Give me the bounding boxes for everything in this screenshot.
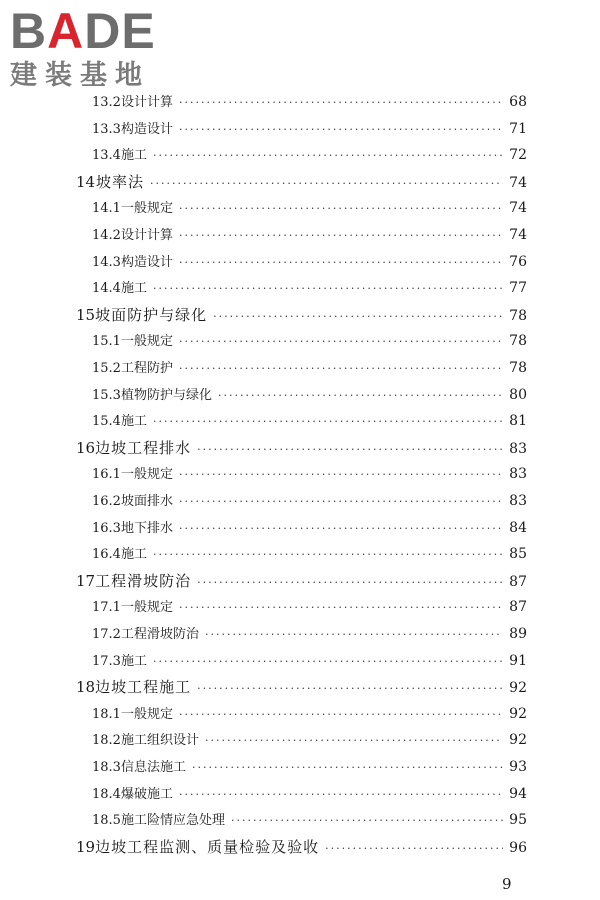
toc-section-row bbox=[92, 91, 527, 110]
toc-entry-number: 19 bbox=[76, 837, 96, 856]
toc-entry-page: 77 bbox=[509, 280, 527, 297]
toc-entry-number: 17 bbox=[76, 571, 96, 590]
toc-entry-page: 81 bbox=[509, 413, 527, 430]
toc-entry-number: 16 bbox=[76, 438, 96, 457]
toc-entry-number: 15.1 bbox=[92, 334, 121, 350]
toc-leader-dots bbox=[197, 576, 503, 589]
toc-leader-dots bbox=[325, 842, 503, 855]
toc-section-row bbox=[92, 623, 527, 642]
toc-section-row bbox=[92, 251, 527, 270]
toc-chapter-row bbox=[76, 570, 527, 591]
toc-entry-page: 83 bbox=[509, 493, 527, 509]
toc-entry-title: 构造设计 bbox=[120, 121, 173, 137]
toc-entry-title: 一般规定 bbox=[120, 706, 173, 722]
toc-entry-number: 15 bbox=[76, 305, 96, 324]
toc-section-row bbox=[92, 197, 527, 216]
toc-entry-number: 14.3 bbox=[92, 254, 121, 270]
toc-entry-title: 一般规定 bbox=[120, 201, 173, 217]
toc-entry-number: 14 bbox=[76, 172, 96, 191]
toc-leader-dots bbox=[179, 335, 503, 348]
toc-entry-page: 72 bbox=[509, 147, 527, 164]
toc-leader-dots bbox=[205, 734, 503, 747]
toc-entry-title: 施工 bbox=[120, 547, 147, 563]
toc-entry-number: 17.3 bbox=[92, 653, 121, 669]
toc-leader-dots bbox=[150, 177, 503, 190]
toc-leader-dots bbox=[192, 761, 503, 774]
toc-leader-dots bbox=[153, 655, 503, 668]
toc-entry-page: 74 bbox=[509, 227, 527, 243]
toc-entry-title: 施工险情应急处理 bbox=[120, 813, 225, 829]
toc-entry-number: 15.3 bbox=[92, 387, 121, 403]
toc-entry-title: 施工 bbox=[120, 653, 147, 669]
toc-entry-title: 地下排水 bbox=[120, 520, 173, 536]
toc-entry-page: 74 bbox=[509, 200, 527, 217]
toc-entry-title: 施工 bbox=[120, 414, 147, 430]
toc-entry-page: 84 bbox=[509, 519, 527, 536]
toc-section-row bbox=[92, 277, 527, 296]
toc-entry-number: 15.2 bbox=[92, 361, 121, 376]
toc-section-row bbox=[92, 463, 527, 482]
toc-chapter-row bbox=[76, 676, 527, 697]
toc-entry-title: 植物防护与绿化 bbox=[120, 387, 212, 403]
page-number: 9 bbox=[502, 875, 512, 893]
toc-entry-page: 92 bbox=[509, 705, 527, 722]
toc-section-row bbox=[92, 384, 527, 403]
toc-leader-dots bbox=[231, 814, 503, 827]
toc-leader-dots bbox=[179, 96, 503, 109]
toc-leader-dots bbox=[179, 202, 503, 215]
toc-leader-dots bbox=[179, 468, 503, 481]
toc-leader-dots bbox=[179, 123, 503, 136]
toc-entry-number: 14.2 bbox=[92, 228, 121, 243]
toc-entry-page: 68 bbox=[509, 94, 527, 110]
logo-letter-b: B bbox=[10, 3, 48, 59]
toc-section-row bbox=[92, 596, 527, 615]
toc-leader-dots bbox=[179, 256, 503, 269]
toc-entry-number: 13.3 bbox=[92, 121, 121, 137]
toc-entry-page: 80 bbox=[509, 386, 527, 403]
toc-entry-number: 17.2 bbox=[92, 627, 121, 642]
toc-entry-number: 18.1 bbox=[92, 706, 121, 722]
toc-entry-number: 16.4 bbox=[92, 547, 121, 563]
toc-section-row bbox=[92, 144, 527, 163]
toc-entry-page: 92 bbox=[509, 732, 527, 749]
toc-section-row bbox=[92, 357, 527, 376]
toc-entry-page: 92 bbox=[509, 680, 527, 697]
toc-entry-page: 96 bbox=[509, 839, 527, 856]
toc-entry-number: 14.4 bbox=[92, 281, 121, 297]
toc-entry-page: 74 bbox=[509, 174, 527, 191]
toc-leader-dots bbox=[179, 522, 503, 535]
logo-letters-de: DE bbox=[84, 3, 156, 59]
toc-section-row bbox=[92, 729, 527, 748]
toc-section-row bbox=[92, 490, 527, 509]
toc-leader-dots bbox=[179, 229, 503, 242]
logo-wordmark bbox=[10, 3, 190, 59]
toc-section-row bbox=[92, 809, 527, 828]
toc-entry-page: 78 bbox=[509, 307, 527, 324]
toc-entry-title: 一般规定 bbox=[120, 467, 173, 483]
toc-entry-number: 15.4 bbox=[92, 414, 121, 430]
toc-entry-page: 93 bbox=[509, 759, 527, 775]
toc-entry-title: 设计计算 bbox=[120, 95, 173, 110]
toc-section-row bbox=[92, 330, 527, 349]
toc-section-row bbox=[92, 756, 527, 775]
toc-section-row bbox=[92, 410, 527, 429]
toc-entry-title: 工程防护 bbox=[120, 361, 173, 376]
toc-entry-number: 18 bbox=[76, 678, 96, 697]
logo-subtitle: 建装基地 bbox=[10, 60, 150, 91]
toc-entry-title: 边坡工程监测、质量检验及验收 bbox=[95, 837, 320, 856]
toc-entry-title: 工程滑坡防治 bbox=[120, 627, 199, 642]
toc-entry-number: 16.3 bbox=[92, 520, 121, 536]
toc-entry-title: 施工 bbox=[120, 281, 147, 297]
toc-entry-page: 76 bbox=[509, 253, 527, 270]
toc-entry-number: 18.4 bbox=[92, 786, 121, 802]
toc-entry-page: 87 bbox=[509, 599, 527, 616]
toc-leader-dots bbox=[153, 415, 503, 428]
toc-section-row bbox=[92, 783, 527, 802]
toc-entry-number: 18.5 bbox=[92, 813, 121, 829]
toc-entry-page: 83 bbox=[509, 440, 527, 457]
toc-entry-page: 89 bbox=[509, 626, 527, 642]
toc-entry-title: 信息法施工 bbox=[120, 760, 186, 775]
toc-entry-title: 一般规定 bbox=[120, 334, 173, 350]
toc-entry-title: 构造设计 bbox=[120, 254, 173, 270]
toc-leader-dots bbox=[179, 495, 503, 508]
toc-entry-title: 坡面排水 bbox=[120, 494, 173, 509]
toc-chapter-row bbox=[76, 437, 527, 458]
toc-leader-dots bbox=[197, 682, 503, 695]
toc-entry-title: 边坡工程施工 bbox=[95, 678, 192, 697]
toc-entry-title: 坡面防护与绿化 bbox=[95, 305, 208, 324]
toc-entry-number: 18.2 bbox=[92, 733, 121, 749]
toc-entry-page: 85 bbox=[509, 546, 527, 563]
toc-entry-title: 坡率法 bbox=[95, 172, 144, 191]
toc-entry-number: 16.1 bbox=[92, 467, 121, 483]
toc-entry-title: 边坡工程排水 bbox=[95, 438, 192, 457]
toc-leader-dots bbox=[179, 708, 503, 721]
toc-entry-title: 工程滑坡防治 bbox=[95, 571, 192, 590]
toc-entry-title: 设计计算 bbox=[120, 228, 173, 243]
logo-letter-a-accent: A bbox=[47, 3, 85, 59]
toc-entry-page: 94 bbox=[509, 785, 527, 802]
toc-entry-page: 78 bbox=[509, 360, 527, 376]
toc-leader-dots bbox=[213, 310, 503, 323]
toc-entry-number: 14.1 bbox=[92, 201, 121, 217]
toc-entry-number: 17.1 bbox=[92, 600, 121, 616]
toc-leader-dots bbox=[179, 362, 503, 375]
bade-logo bbox=[10, 3, 190, 96]
toc-section-row bbox=[92, 703, 527, 722]
toc-entry-page: 87 bbox=[509, 573, 527, 590]
toc-chapter-row bbox=[76, 171, 527, 192]
toc-leader-dots bbox=[153, 282, 503, 295]
toc-entry-number: 13.4 bbox=[92, 148, 121, 164]
toc-entry-page: 91 bbox=[509, 652, 527, 669]
toc-entry-number: 16.2 bbox=[92, 494, 121, 509]
toc-entry-number: 18.3 bbox=[92, 760, 121, 775]
toc-leader-dots bbox=[179, 788, 503, 801]
toc-entry-page: 78 bbox=[509, 333, 527, 350]
toc-entry-page: 95 bbox=[509, 812, 527, 829]
toc-leader-dots bbox=[153, 149, 503, 162]
toc-leader-dots bbox=[153, 548, 503, 561]
toc-entry-title: 施工 bbox=[120, 148, 147, 164]
toc-entry-title: 一般规定 bbox=[120, 600, 173, 616]
toc-leader-dots bbox=[218, 389, 503, 402]
toc-entry-number: 13.2 bbox=[92, 95, 121, 110]
toc-entry-title: 施工组织设计 bbox=[120, 733, 199, 749]
toc-section-row bbox=[92, 650, 527, 669]
toc-section-row bbox=[92, 517, 527, 536]
toc-entry-page: 83 bbox=[509, 466, 527, 483]
toc-entry-title: 爆破施工 bbox=[120, 786, 173, 802]
toc-leader-dots bbox=[197, 443, 503, 456]
toc-leader-dots bbox=[179, 601, 503, 614]
toc-entry-page: 71 bbox=[509, 120, 527, 137]
toc-section-row bbox=[92, 543, 527, 562]
toc-section-row bbox=[92, 118, 527, 137]
toc-section-row bbox=[92, 224, 527, 243]
toc-chapter-row bbox=[76, 836, 527, 857]
toc-leader-dots bbox=[205, 628, 503, 641]
toc-chapter-row bbox=[76, 304, 527, 325]
